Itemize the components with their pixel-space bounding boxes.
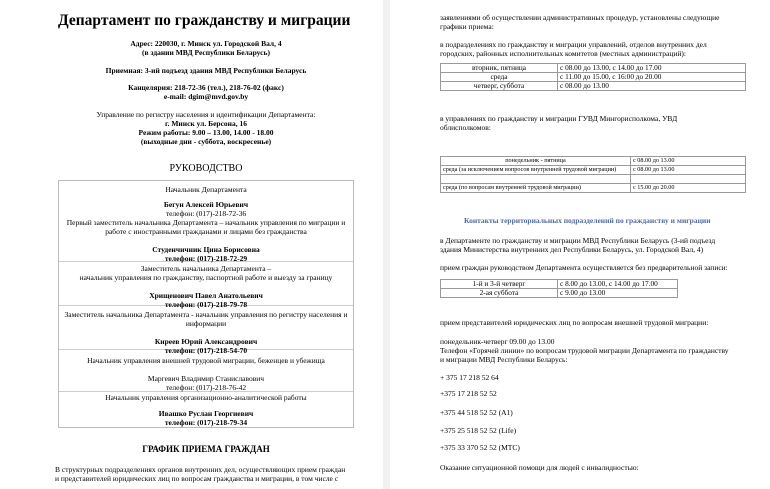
left-page [0, 0, 383, 489]
schedule-hours: с 15.00 до 20.00 [631, 184, 746, 193]
intro-text: графики приема: [440, 22, 494, 31]
schedule-day: среда (за исключением вопросов внутренней трудовой миграции) [441, 166, 631, 175]
table-row [441, 289, 678, 298]
legal-reception-text: прием представителей юридических лиц по вопросам внешней трудовой миграции: [440, 318, 709, 327]
hotline-phone: +375 44 518 52 52 (А1) [440, 408, 513, 417]
schedule-text: и представителей юридических лиц по вопросам гражданства и миграции, в том числе с [55, 474, 339, 483]
schedule-hours: с 9.00 до 13.00 [558, 289, 678, 298]
reception-info: Приемная: 3-ий подъезд здания МВД Республики Беларусь [105, 66, 307, 75]
leadership-heading: РУКОВОДСТВО [169, 163, 243, 174]
schedule-hours: с 11.00 до 15.00, с 16:00 до 20.00 [558, 73, 746, 82]
intro-text: заявлениями об осуществлении административных процедур, установлены следующие [440, 13, 720, 22]
regional-text: в управлениях по гражданству и миграции ГУВД Мингорисполкома, УВД [440, 114, 678, 123]
schedule-day: 1-й и 3-й четверг [441, 280, 558, 289]
table-row [441, 280, 678, 289]
leader-position: информации [185, 319, 227, 328]
department-text: здания Министерства внутренних дел Республики Беларусь, ул. Городской Вал, 4) [440, 245, 704, 254]
leader-name: Киреев Юрий Александрович [154, 337, 258, 346]
registry-address: г. Минск ул. Берсона, 16 [165, 119, 247, 128]
leader-phone: телефон: (017)-218-72-36 [165, 209, 247, 218]
schedule-hours [631, 175, 746, 184]
hotline-phone: +375 25 518 52 52 (Life) [440, 426, 517, 435]
leadership-reception-text: прием граждан руководством Департамента осуществляется без предварительной записи: [440, 263, 728, 272]
table-row [441, 82, 746, 91]
leader-position: Начальник Департамента [165, 185, 247, 194]
schedule-day [441, 175, 631, 184]
hotline-phone: +375 17 218 52 52 [440, 389, 497, 398]
regional-text: облисполкомов: [440, 123, 491, 132]
leader-phone: телефон: (017)-218-79-78 [164, 300, 248, 309]
leader-phone: телефон: (017)-218-79-34 [164, 418, 248, 427]
schedule-day: вторник, пятница [441, 64, 558, 73]
address-line: Адрес: 220030, г. Минск ул. Городской Вал, 4 [130, 39, 282, 48]
leader-position: Начальник управления внешней трудовой миграции, беженцев и убежища [87, 356, 325, 365]
schedule-hours: с 8.00 до 13.00, с 14.00 до 17.00 [558, 280, 678, 289]
email-address: e-mail: dgim@mvd.gov.by [163, 92, 249, 101]
hotline-phone: +375 33 370 52 52 (МТС) [440, 443, 520, 452]
office-phone: Канцелярия: 218-72-36 (тел.), 218-76-02 (факс) [128, 83, 284, 92]
leader-name: Студенчичник Цина Борисовна [152, 245, 260, 254]
leader-phone: телефон: (017)-218-72-29 [164, 254, 248, 263]
leader-name: Хрищенович Павел Анатольевич [149, 291, 263, 300]
leader-position: Заместитель начальника Департамента – [140, 264, 272, 273]
registry-title: Управление по регистру населения и идентификации Департамента: [96, 110, 316, 119]
table-row [441, 184, 746, 193]
contacts-heading: Контакты территориальных подразделений по гражданству и миграции [464, 216, 711, 225]
district-text: в подразделениях по гражданству и миграции управлений, отделов внутренних дел [440, 40, 707, 49]
leader-phone: телефон: (017)-218-76-42 [165, 383, 247, 392]
leader-name: Маргевич Владимир Станиславович [147, 374, 265, 383]
schedule-hours: с 08.00 до 13.00, с 14.00 до 17.00 [558, 64, 746, 73]
schedule-hours: с 08.00 до 13.00 [631, 157, 746, 166]
department-text: в Департаменте по гражданству и миграции МВД Республики Беларусь (3-ий подъезд [440, 236, 716, 245]
table-row [441, 166, 746, 175]
table-row [441, 157, 746, 166]
district-text: городских, районных исполнительных комитетов (местных администраций): [440, 49, 686, 58]
schedule-day: четверг, суббота [441, 82, 558, 91]
legal-hours: понедельник-четверг 09.00 до 13.00 [440, 337, 555, 346]
schedule-heading: ГРАФИК ПРИЕМА ГРАЖДАН [142, 444, 270, 454]
schedule-text: В структурных подразделениях органов внутренних дел, осуществляющих прием граждан [55, 465, 346, 474]
hotline-text: Телефон «Горячей линии» по вопросам трудовой миграции Департамента по гражданству [440, 346, 729, 355]
leadership-reception-table [440, 279, 678, 298]
leader-name: Ивашко Руслан Георгиевич [158, 409, 254, 418]
leader-position: работе с иностранными гражданами и лицами без гражданства [105, 227, 307, 236]
leader-name: Бегун Алексей Юрьевич [163, 200, 249, 209]
leader-position: Начальник управления организационно-аналитической работы [105, 393, 307, 402]
district-schedule-table [440, 63, 746, 91]
leader-position: Заместитель начальника Департамента - начальник управления по регистру населения и [64, 310, 348, 319]
assistance-text: Оказание ситуационной помощи для людей с инвалидностью: [440, 463, 639, 472]
schedule-day: понедельник - пятница [441, 157, 631, 166]
right-page [390, 0, 770, 489]
schedule-hours: с 08.00 до 13.00 [631, 166, 746, 175]
hotline-phone: + 375 17 218 52 64 [440, 373, 499, 382]
leader-phone: телефон: (017)-218-54-70 [164, 346, 248, 355]
page-title: Департамент по гражданству и миграции [58, 12, 351, 29]
table-row [441, 175, 746, 184]
leader-position: Первый заместитель начальника Департамента – начальник управления по миграции и [66, 218, 346, 227]
schedule-hours: с 08.00 до 13.00 [558, 82, 746, 91]
page-gutter [383, 0, 390, 489]
schedule-day: 2-ая суббота [441, 289, 558, 298]
leader-position: начальник управления по гражданству, паспортной работе и выезду за границу [79, 273, 333, 282]
hotline-text: и миграции МВД Республики Беларусь: [440, 355, 568, 364]
schedule-day: среда (по вопросам внутренней трудовой миграции) [441, 184, 631, 193]
schedule-day: среда [441, 73, 558, 82]
registry-hours: Режим работы: 9.00 – 13.00, 14.00 - 18.00 [138, 128, 274, 137]
registry-days-off: (выходные дни - суббота, воскресенье) [140, 137, 272, 146]
regional-schedule-table [440, 156, 746, 193]
address-note: (в здании МВД Республики Беларусь) [142, 48, 270, 57]
